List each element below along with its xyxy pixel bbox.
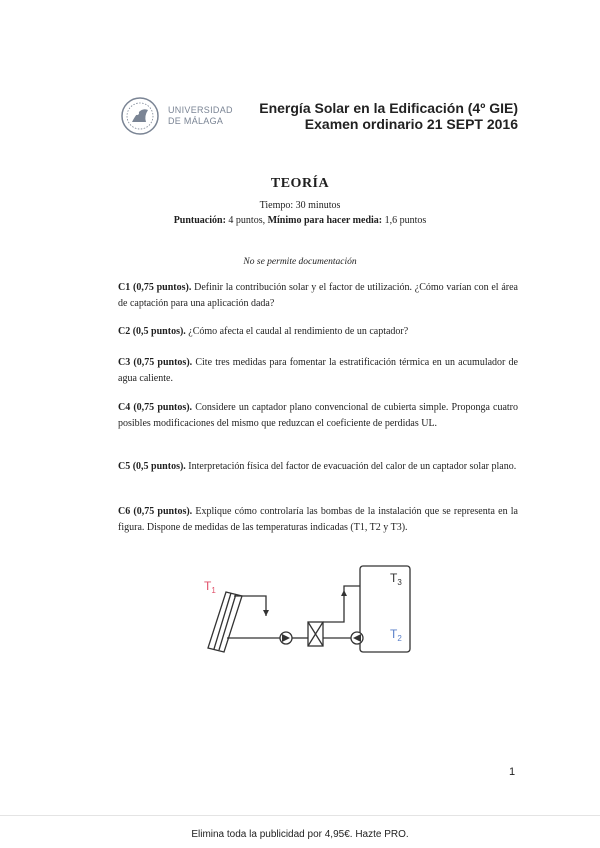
question-text: Cite tres medidas para fomentar la estratificación térmica en un acumulador de agua caliente. (118, 357, 518, 384)
score-line (0, 215, 600, 226)
question-c6 (118, 504, 518, 536)
question-c3 (118, 355, 518, 387)
flow-arrow-down (263, 610, 269, 616)
time-line: Tiempo: 30 minutos (259, 200, 341, 211)
solar-collector (208, 592, 242, 652)
university-logo (120, 96, 233, 136)
score-value: 4 puntos, (228, 215, 266, 226)
page-number: 1 (509, 766, 516, 778)
question-c2 (118, 324, 518, 340)
section-title: TEORÍA (270, 176, 330, 191)
t2-label: $T_2$ (390, 627, 402, 643)
exam-header (259, 100, 518, 132)
question-c4 (118, 400, 518, 432)
question-label: C3 (0,75 puntos). (118, 357, 193, 368)
score-label: Puntuación: (173, 215, 226, 226)
solar-installation-diagram (190, 560, 450, 670)
flow-arrow-up (341, 590, 347, 596)
question-text: Explique cómo controlaría las bombas de la instalación que se representa en la figura. Dispone de medidas de las temperaturas indicadas (T1, T2 y T3). (118, 506, 518, 533)
question-label: C2 (0,5 puntos). (118, 326, 186, 337)
question-text: ¿Cómo afecta el caudal al rendimiento de un captador? (188, 326, 409, 337)
min-value: 1,6 puntos (384, 215, 427, 226)
t1-label: $T_1$ (204, 579, 216, 595)
question-text: Considere un captador plano convencional de cubierta simple. Proponga cuatro posibles modificaciones del mismo que reduzcan el coeficiente de perdidas UL. (118, 402, 519, 429)
no-documentation-note: No se permite documentación (243, 257, 357, 267)
min-label: Mínimo para hacer media: (267, 215, 383, 226)
question-c1 (118, 280, 518, 312)
university-name-line2: DE MÁLAGA (168, 116, 224, 126)
university-seal-icon (120, 96, 160, 136)
question-text: Interpretación física del factor de evacuación del calor de un captador solar plano. (188, 461, 517, 472)
storage-tank (360, 566, 410, 652)
pipe-exchanger-to-tank (323, 586, 360, 622)
university-name-line1: UNIVERSIDAD (168, 105, 233, 115)
promo-footer-link[interactable]: Elimina toda la publicidad por 4,95€. Hazte PRO. (191, 829, 409, 840)
exam-title: Examen ordinario 21 SEPT 2016 (304, 116, 518, 132)
t3-label: $T_3$ (390, 571, 402, 587)
question-label: C5 (0,5 puntos). (118, 461, 186, 472)
question-label: C6 (0,75 puntos). (118, 506, 193, 517)
course-title: Energía Solar en la Edificación (4º GIE) (259, 100, 518, 116)
question-c5 (118, 459, 518, 475)
question-text: Definir la contribución solar y el factor de utilización. ¿Cómo varían con el área de captación para una aplicación dada? (118, 282, 518, 309)
question-label: C4 (0,75 puntos). (118, 402, 193, 413)
question-label: C1 (0,75 puntos). (118, 282, 192, 293)
footer-divider (0, 815, 600, 816)
